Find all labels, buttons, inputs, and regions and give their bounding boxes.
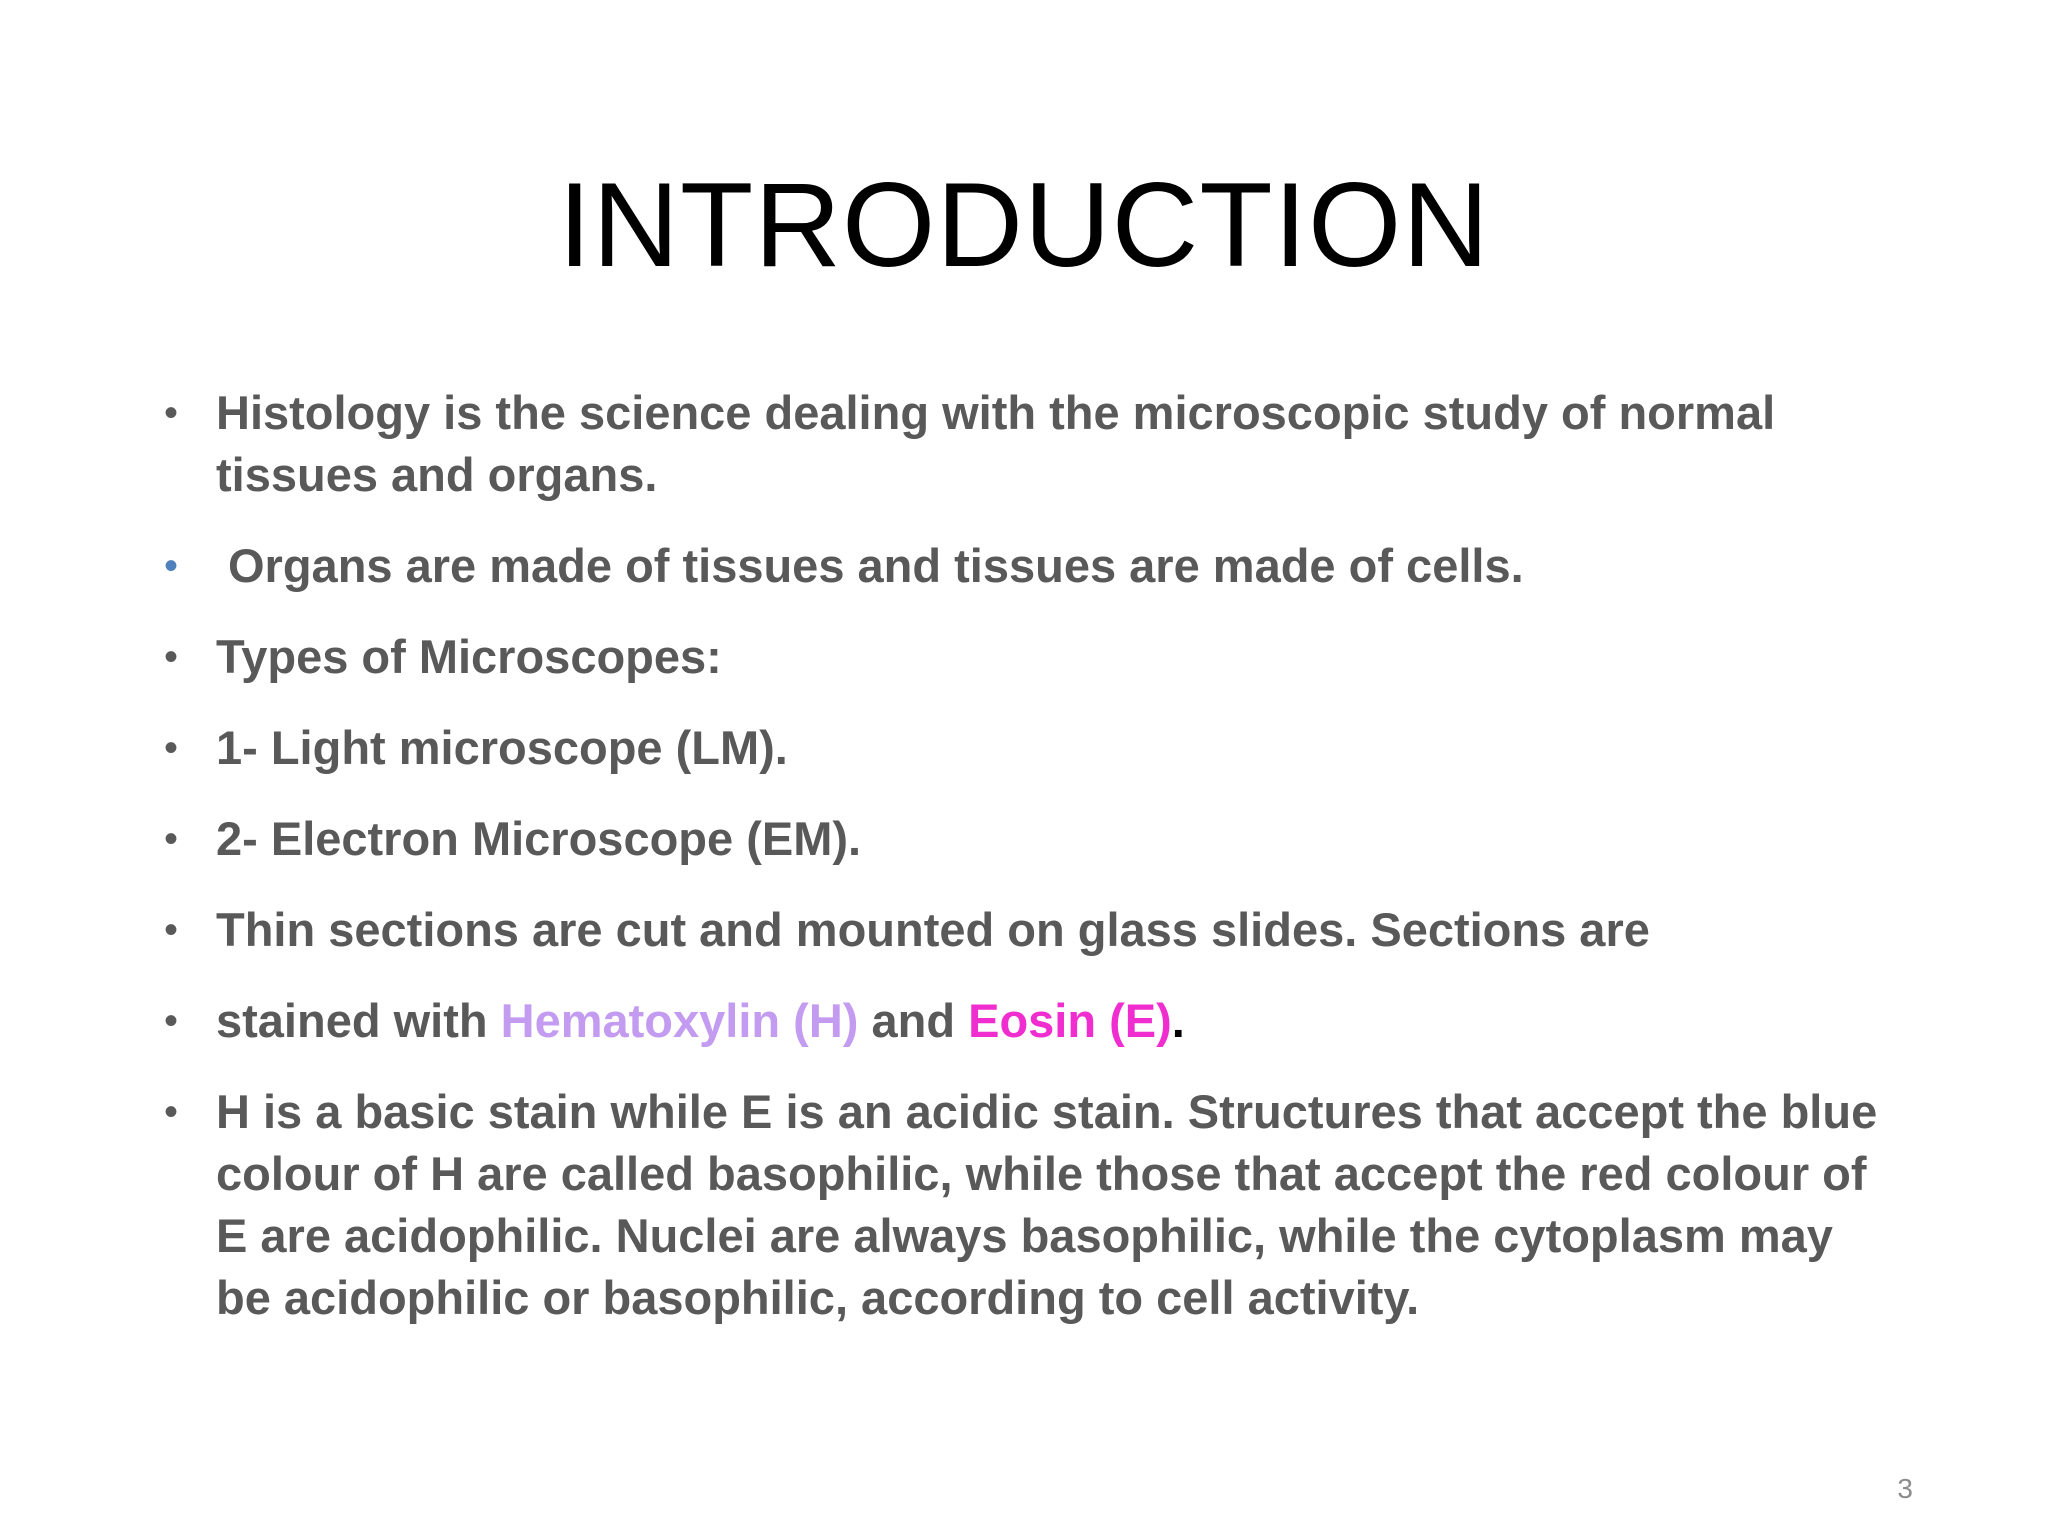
bullet-text: Organs are made of tissues and tissues are made of cells. — [228, 539, 1524, 592]
bullet-dot-icon: • — [164, 635, 179, 679]
bullet-list — [160, 382, 1900, 1358]
bullet-item-organs — [160, 535, 1900, 597]
bullet-text — [216, 990, 1900, 1052]
bullet-dot-icon: • — [164, 544, 179, 588]
bullet-item-types — [160, 626, 1900, 688]
bullet-item-stain-types — [160, 1081, 1900, 1329]
bullet-item-electron-microscope — [160, 808, 1900, 870]
bullet-dot-icon: • — [164, 999, 179, 1043]
bullet-text: 1- Light microscope (LM). — [216, 721, 788, 774]
stain-middle-text: and — [858, 994, 969, 1047]
bullet-dot-icon: • — [164, 908, 179, 952]
stain-prefix-text: stained with — [216, 994, 501, 1047]
eosin-text: Eosin (E) — [968, 994, 1172, 1047]
hematoxylin-text: Hematoxylin (H) — [500, 994, 859, 1047]
stain-suffix-text: . — [1171, 994, 1185, 1047]
bullet-item-light-microscope — [160, 717, 1900, 779]
bullet-item-histology — [160, 382, 1900, 506]
bullet-text: Types of Microscopes: — [216, 630, 722, 683]
bullet-text: 2- Electron Microscope (EM). — [216, 812, 862, 865]
bullet-dot-icon: • — [164, 726, 179, 770]
bullet-dot-icon: • — [164, 817, 179, 861]
bullet-dot-icon: • — [164, 391, 179, 435]
bullet-item-thin-sections — [160, 899, 1900, 961]
bullet-text: H is a basic stain while E is an acidic stain. Structures that accept the blue colour of H are called basophilic, while those that accept the red colour of E are acidophilic. Nuclei are always basophilic, while the cytoplasm may be acidophilic or basophilic, according to cell activity. — [216, 1085, 1878, 1324]
slide-title: INTRODUCTION — [558, 158, 1490, 292]
bullet-text: Thin sections are cut and mounted on glass slides. Sections are — [216, 903, 1650, 956]
bullet-item-stained — [160, 990, 1900, 1052]
bullet-text: Histology is the science dealing with the microscopic study of normal tissues and organs. — [216, 386, 1776, 501]
bullet-dot-icon: • — [164, 1090, 179, 1134]
page-number: 3 — [1897, 1473, 1913, 1504]
